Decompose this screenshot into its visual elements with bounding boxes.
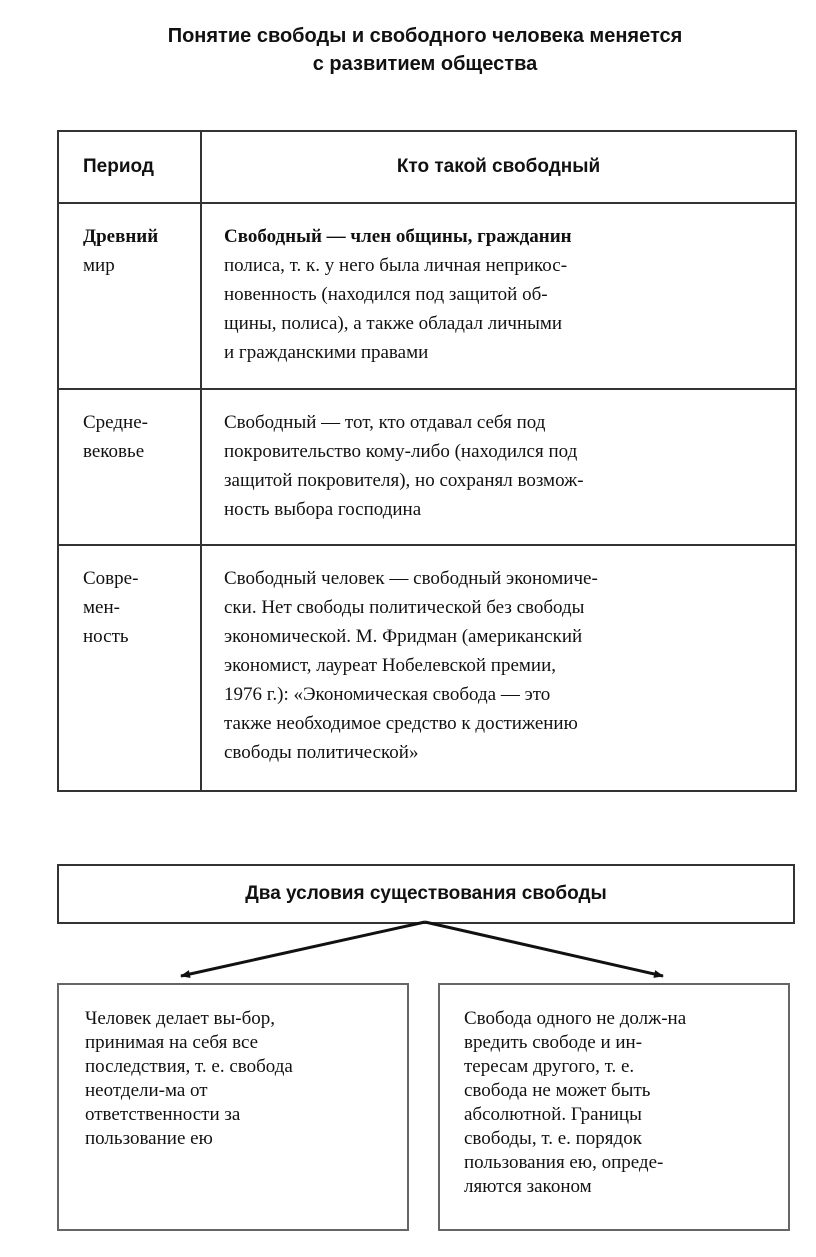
- condition-line: Свобода одного не долж-на: [464, 1008, 687, 1029]
- arrow-to-left-condition: [181, 922, 425, 976]
- definition-line: также необходимое средство к достижению: [224, 713, 578, 734]
- header-period: Период: [58, 131, 201, 203]
- definition-line: и гражданскими правами: [224, 342, 429, 363]
- arrow-to-right-condition: [425, 922, 663, 976]
- definition-line: полиса, т. к. у него была личная неприкос-: [224, 255, 568, 276]
- condition-line: пользование ею: [85, 1128, 213, 1149]
- definition-line: ски. Нет свободы политической без свободы: [224, 597, 585, 618]
- condition-line: свобода не может быть: [464, 1080, 651, 1101]
- condition-line: последствия, т. е. свобода: [85, 1056, 293, 1077]
- condition-line: пользования ею, опреде-: [464, 1152, 664, 1173]
- condition-right-box: [438, 983, 790, 1231]
- definition-line: свободы политической»: [224, 742, 419, 763]
- period-name-line: Совре-: [83, 568, 139, 589]
- definition-line: ность выбора господина: [224, 499, 422, 520]
- condition-line: вредить свободе и ин-: [464, 1032, 643, 1053]
- condition-line: принимая на себя все: [85, 1032, 259, 1053]
- period-name-line: вековье: [83, 441, 145, 462]
- condition-line: неотдели-ма от: [85, 1080, 208, 1101]
- condition-line: свободы, т. е. порядок: [464, 1128, 642, 1149]
- definition-line: Свободный — тот, кто отдавал себя под: [224, 412, 546, 433]
- condition-line: Человек делает вы-бор,: [85, 1008, 276, 1029]
- condition-line: ляются законом: [464, 1176, 592, 1197]
- definition-line: экономической. М. Фридман (американский: [224, 626, 583, 647]
- period-name-line: ность: [83, 626, 129, 647]
- condition-line: абсолютной. Границы: [464, 1104, 642, 1125]
- title-line-2: с развитием общества: [312, 53, 538, 75]
- period-name-line: Средне-: [83, 412, 148, 433]
- conditions-header-label: Два условия существования свободы: [245, 883, 607, 904]
- header-who-is-free: Кто такой свободный: [201, 131, 796, 203]
- definition-line: новенность (находился под защитой об-: [224, 284, 548, 305]
- condition-line: ответственности за: [85, 1104, 241, 1125]
- definition-line: экономист, лауреат Нобелевской премии,: [224, 655, 557, 676]
- definition-line: покровительство кому-либо (находился под: [224, 441, 578, 462]
- condition-line: тересам другого, т. е.: [464, 1056, 635, 1077]
- period-name-line: мен-: [83, 597, 120, 618]
- definition-line: щины, полиса), а также обладал личными: [224, 313, 563, 334]
- period-name-line: мир: [83, 255, 115, 276]
- definition-line: Свободный человек — свободный экономиче-: [224, 568, 598, 589]
- definition-line: 1976 г.): «Экономическая свобода — это: [224, 684, 551, 705]
- period-name-line: Древний: [83, 226, 159, 247]
- title-line-1: Понятие свободы и свободного человека меняется: [167, 25, 683, 47]
- definition-line: защитой покровителя), но сохранял возмож-: [224, 470, 584, 491]
- condition-left-box: [57, 983, 409, 1231]
- definition-line: Свободный — член общины, гражданин: [224, 226, 572, 247]
